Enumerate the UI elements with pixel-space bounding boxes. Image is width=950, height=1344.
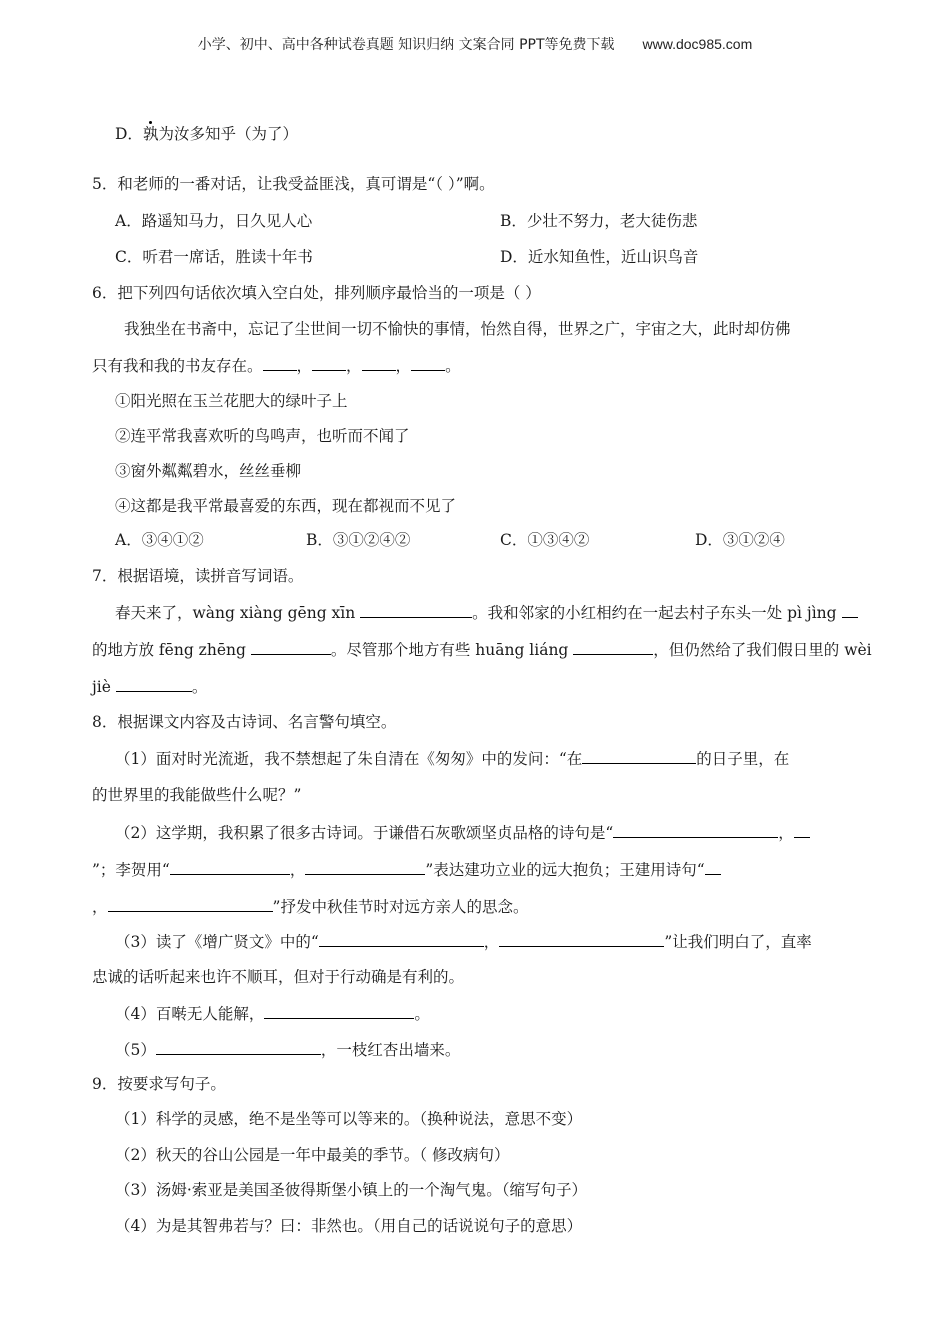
q6-option-d: D．③①②④	[695, 531, 785, 549]
q6-option-b: B．③①②④②	[306, 531, 411, 549]
q8-part2-line2	[92, 859, 721, 880]
q6-blank-1[interactable]	[263, 355, 297, 371]
q9-sentence-2: （2）秋天的谷山公园是一年中最美的季节。（ 修改病句）	[115, 1146, 510, 1164]
q4-option-d	[115, 124, 298, 144]
q7-line3	[92, 676, 207, 697]
q7-l2-text-a: 的地方放 fēng zhēng	[92, 641, 251, 659]
q8-p2-text-g: ”抒发中秋佳节时对远方亲人的思念。	[272, 898, 529, 916]
q8-p1-text-a: （1）面对时光流逝，我不禁想起了朱自清在《匆匆》中的发问：“在	[115, 750, 583, 768]
q8-blank-7[interactable]	[108, 896, 273, 912]
q5-option-b: B．少壮不努力，老大徒伤悲	[500, 212, 698, 230]
header-site: www.doc985.com	[642, 36, 753, 52]
q7-l1-text-a: 春天来了，wàng xiàng gēng xīn	[115, 604, 361, 622]
q7-l3-text-b: 。	[191, 678, 208, 696]
q7-blank-1[interactable]	[360, 602, 472, 618]
header-text: 小学、初中、高中各种试卷真题 知识归纳 文案合同 PPT等免费下载	[197, 37, 615, 53]
q8-part1-line1	[115, 748, 789, 769]
q6-stem: 6．把下列四句话依次填入空白处，排列顺序最恰当的一项是（ ）	[92, 284, 541, 302]
q8-p3-comma: ，	[483, 933, 500, 951]
q7-blank-5[interactable]	[116, 676, 192, 692]
q8-blank-8[interactable]	[319, 931, 484, 947]
q6-sentence-3: ③窗外粼粼碧水，丝丝垂柳	[115, 462, 302, 480]
q8-part3-line1	[115, 931, 812, 952]
q8-part2-line1	[115, 822, 810, 843]
q8-blank-9[interactable]	[499, 931, 664, 947]
q7-l2-text-b: 。尽管那个地方有些 huāng liáng	[330, 641, 574, 659]
q8-blank-3[interactable]	[794, 822, 810, 838]
q7-l2-text-c: ，但仍然给了我们假日里的 wèi	[653, 641, 872, 659]
q6-sentence-4: ④这都是我平常最喜爱的东西，现在都视而不见了	[115, 497, 457, 515]
q8-p1-text-b: 的日子里，在	[696, 750, 790, 768]
q6-sentence-2: ②连平常我喜欢听的鸟鸣声，也听而不闻了	[115, 427, 410, 445]
q8-part3-line2: 忠诚的话听起来也许不顺耳，但对于行动确是有利的。	[92, 968, 465, 986]
page-header	[0, 34, 950, 54]
q6-sentence-1: ①阳光照在玉兰花肥大的绿叶子上	[115, 392, 348, 410]
q7-l1-text-b: 。我和邻家的小红相约在一起去村子东头一处 pì jìng	[472, 604, 842, 622]
q8-p2-text-a: （2）这学期，我积累了很多古诗词。于谦借石灰歌颂坚贞品格的诗句是“	[115, 824, 614, 842]
q8-blank-1[interactable]	[582, 748, 696, 764]
q7-line2	[92, 639, 872, 660]
q5-option-c: C．听君一席话，胜读十年书	[115, 248, 313, 266]
q5-stem: 5．和老师的一番对话，让我受益匪浅，真可谓是“（ ）”啊。	[92, 175, 495, 193]
q9-sentence-1: （1）科学的灵感，绝不是坐等可以等来的。（换种说法，意思不变）	[115, 1110, 583, 1128]
q6-paragraph-line2: 只有我和我的书友存在。 ， ， ， 。	[92, 357, 461, 375]
q8-blank-6[interactable]	[705, 859, 721, 875]
q9-stem: 9．按要求写句子。	[92, 1075, 226, 1093]
q7-blank-2[interactable]	[842, 602, 858, 618]
q9-sentence-3: （3）汤姆·索亚是美国圣彼得斯堡小镇上的一个淘气鬼。（缩写句子）	[115, 1181, 588, 1199]
q5-option-d: D．近水知鱼性，近山识鸟音	[500, 248, 699, 266]
q8-p2-comma-2: ，	[289, 861, 306, 879]
q8-p2-comma-1: ，	[778, 824, 794, 842]
q8-blank-10[interactable]	[264, 1003, 414, 1019]
q8-blank-4[interactable]	[170, 859, 290, 875]
q8-p4-text-a: （4）百啭无人能解，	[115, 1005, 265, 1023]
q4-d-prefix: D．	[115, 125, 143, 143]
q8-blank-11[interactable]	[156, 1039, 321, 1055]
q9-sentence-4: （4）为是其智弗若与？曰：非然也。（用自己的话说说句子的意思）	[115, 1217, 583, 1235]
q8-part2-line3	[92, 896, 528, 917]
q6-blank-3[interactable]	[362, 355, 396, 371]
q8-blank-5[interactable]	[305, 859, 425, 875]
q6-option-a: A．③④①②	[115, 531, 204, 549]
q6-option-c: C．①③④②	[500, 531, 590, 549]
q8-stem: 8．根据课文内容及古诗词、名言警句填空。	[92, 713, 397, 731]
q8-p4-text-b: 。	[414, 1005, 430, 1023]
q7-blank-3[interactable]	[251, 639, 331, 655]
q8-part5	[115, 1039, 460, 1060]
q8-p2-text-e: ”表达建功立业的远大抱负；王建用诗句“	[425, 861, 705, 879]
q8-p5-text-b: ，一枝红杏出墙来。	[320, 1041, 461, 1059]
q6-paragraph-line1: 我独坐在书斋中，忘记了尘世间一切不愉快的事情，怡然自得，世界之广，宇宙之大，此时却仿佛	[124, 320, 791, 338]
q8-p3-text-a: （3）读了《增广贤文》中的“	[115, 933, 319, 951]
q7-l3-text-a: jiè	[92, 678, 116, 696]
q8-part1-line2: 的世界里的我能做些什么呢？”	[92, 786, 302, 804]
q4-d-dotted-char: 孰	[142, 125, 159, 143]
q6-blank-4[interactable]	[411, 355, 445, 371]
q4-d-rest: 为汝多知乎（为了）	[158, 125, 298, 143]
q8-part4	[115, 1003, 430, 1024]
q6-blank-2[interactable]	[312, 355, 346, 371]
q6-para2-text: 只有我和我的书友存在。	[92, 357, 263, 375]
q8-p2-comma-3: ，	[92, 898, 108, 916]
q7-line1	[115, 602, 858, 623]
q7-blank-4[interactable]	[573, 639, 653, 655]
q7-stem: 7．根据语境，读拼音写词语。	[92, 567, 304, 585]
q8-p2-text-c: ”；李贺用“	[92, 861, 170, 879]
q8-blank-2[interactable]	[613, 822, 778, 838]
q8-p5-text-a: （5）	[115, 1041, 156, 1059]
q5-option-a: A．路遥知马力，日久见人心	[115, 212, 313, 230]
q8-p3-text-c: ”让我们明白了，直率	[664, 933, 812, 951]
